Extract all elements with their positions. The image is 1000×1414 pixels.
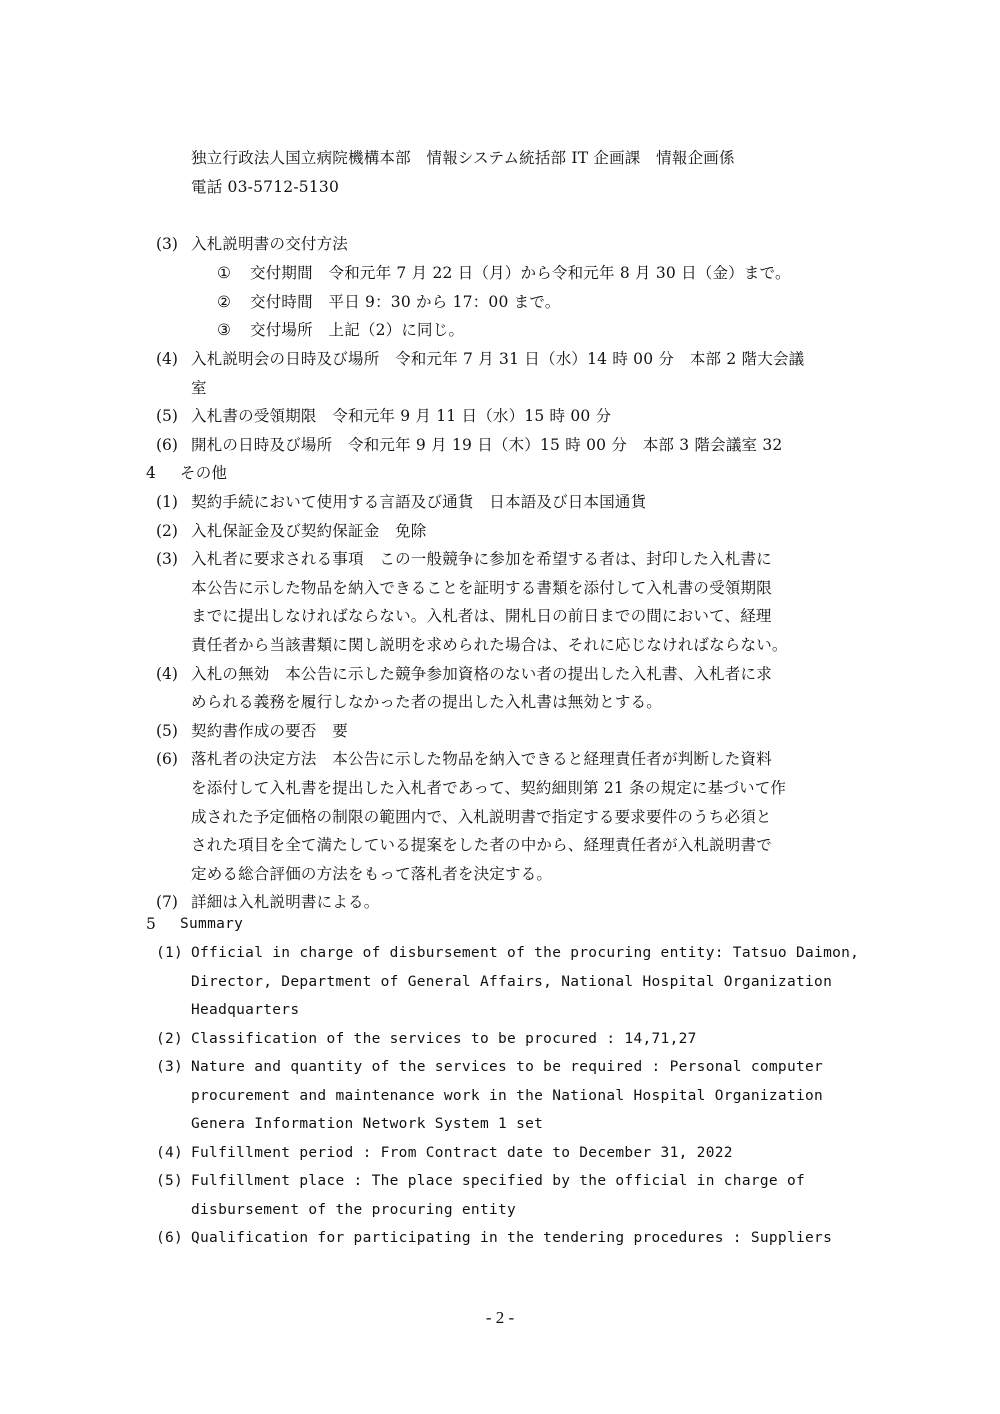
item-text: 入札書の受領期限 令和元年 9 月 11 日（水）15 時 00 分 (191, 407, 612, 425)
subitem-number: ① (217, 264, 231, 282)
item-number: (3) (156, 235, 178, 253)
item-number: (4) (156, 664, 178, 683)
item-number: (2) (156, 521, 178, 540)
item-number: (5) (156, 407, 178, 425)
item-text: 入札説明会の日時及び場所 令和元年 7 月 31 日（水）14 時 00 分 本部 2 階大会議 (191, 350, 805, 368)
item-text: 入札保証金及び契約保証金 免除 (191, 521, 427, 540)
item-text: disbursement of the procuring entity (191, 1201, 517, 1218)
item-text: 入札説明書の交付方法 (191, 235, 349, 253)
item-text: 契約書作成の要否 要 (191, 721, 349, 740)
item-number: (3) (156, 550, 178, 569)
section-heading: Summary (180, 916, 244, 932)
item-text: められる義務を履行しなかった者の提出した入札書は無効とする。 (191, 693, 663, 712)
item-number: (2) (156, 1030, 184, 1047)
item-text: 落札者の決定方法 本公告に示した物品を納入できると経理責任者が判断した資料 (191, 750, 772, 769)
item-number: (6) (156, 1230, 184, 1246)
item-text: 入札の無効 本公告に示した競争参加資格のない者の提出した入札書、入札者に求 (191, 664, 772, 683)
subitem-text: 交付場所 上記（2）に同じ。 (250, 321, 465, 339)
subitem-number: ③ (217, 321, 231, 339)
item-text: 契約手続において使用する言語及び通貨 日本語及び日本国通貨 (191, 493, 647, 511)
item-number: (5) (156, 1173, 184, 1189)
section-number: 4 (146, 464, 156, 482)
item-number: (4) (156, 1144, 184, 1161)
subitem-number: ② (217, 293, 231, 311)
item-text: 入札者に要求される事項 この一般競争に参加を希望する者は、封印した入札書に (191, 550, 772, 569)
section-heading: その他 (180, 464, 228, 482)
item-text: Genera Information Network System 1 set (191, 1116, 544, 1132)
item-number: (6) (156, 750, 178, 769)
item-text: 成された予定価格の制限の範囲内で、入札説明書で指定する要求要件のうち必須と (191, 807, 772, 826)
page-number: - 2 - (485, 1308, 515, 1327)
item-text: Official in charge of disbursement of the procuring entity: Tatsuo Daimon, (191, 945, 860, 961)
item-text: 定める総合評価の方法をもって落札者を決定する。 (191, 864, 553, 883)
item-number: (1) (156, 493, 178, 511)
item-text: までに提出しなければならない。入札者は、開札日の前日までの間において、経理 (191, 607, 772, 626)
contact-line-1: 独立行政法人国立病院機構本部 情報システム統括部 IT 企画課 情報企画係 (191, 149, 735, 167)
item-text: 詳細は入札説明書による。 (191, 893, 380, 912)
item-text: 責任者から当該書類に関し説明を求められた場合は、それに応じなければならない。 (191, 636, 788, 654)
item-text: を添付して入札書を提出した入札者であって、契約細則第 21 条の規定に基づいて作 (191, 779, 787, 797)
item-text: Qualification for participating in the tendering procedures : Suppliers (191, 1230, 833, 1246)
item-text: 開札の日時及び場所 令和元年 9 月 19 日（木）15 時 00 分 本部 3 階会議室 32 (191, 436, 783, 454)
item-text: Nature and quantity of the services to be required : Personal computer (191, 1059, 824, 1075)
item-number: (3) (156, 1059, 184, 1075)
subitem-text: 交付期間 令和元年 7 月 22 日（月）から令和元年 8 月 30 日（金）まで。 (250, 264, 791, 282)
section-number: 5 (146, 915, 156, 933)
item-text: 本公告に示した物品を納入できることを証明する書類を添付して入札書の受領期限 (191, 578, 772, 597)
item-text: Headquarters (191, 1002, 300, 1018)
item-text: Director, Department of General Affairs, National Hospital Organization (191, 973, 833, 990)
item-number: (6) (156, 436, 178, 454)
item-text: Fulfillment place : The place specified by the official in charge of (191, 1173, 806, 1189)
item-text: された項目を全て満たしている提案をした者の中から、経理責任者が入札説明書で (191, 836, 772, 855)
item-number: (7) (156, 893, 178, 912)
item-number: (1) (156, 945, 184, 961)
item-text: procurement and maintenance work in the National Hospital Organization (191, 1087, 824, 1104)
item-text: 室 (191, 379, 207, 397)
subitem-text: 交付時間 平日 9：30 から 17：00 まで。 (250, 293, 561, 311)
contact-line-2: 電話 03-5712-5130 (191, 178, 340, 196)
item-number: (5) (156, 721, 178, 740)
item-text: Fulfillment period : From Contract date to December 31, 2022 (191, 1144, 733, 1161)
item-text: Classification of the services to be procured : 14,71,27 (191, 1030, 697, 1047)
item-number: (4) (156, 350, 178, 368)
